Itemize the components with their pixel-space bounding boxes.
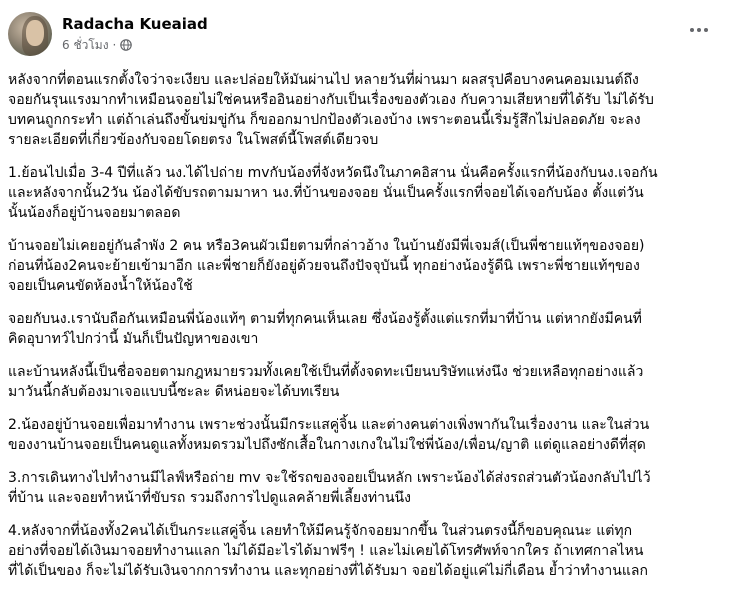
avatar[interactable] xyxy=(8,12,52,56)
more-dot-icon xyxy=(690,28,694,32)
post-header xyxy=(8,9,208,59)
post-timestamp[interactable]: 6 ชั่วโมง xyxy=(62,38,109,52)
post-paragraph xyxy=(8,362,718,402)
post-paragraph xyxy=(8,309,718,349)
text-line: 1.ย้อนไปเมื่อ 3-4 ปีที่แล้ว นง.ได้ไปถ่าย mvกับน้องที่จังหวัดนึงในภาคอิสาน นั่นคือครั้งแรกที่น้องกับนง.เจอกัน xyxy=(8,165,658,181)
post-meta xyxy=(62,14,208,54)
post-paragraph xyxy=(8,236,718,296)
text-line: 3.การเดินทางไปทำงานมีไลฟ์หรือถ่าย mv จะใช้รถของจอยเป็นหลัก เพราะน้องได้ส่งรถส่วนตัวน้องกลับไปไว้ xyxy=(8,470,651,486)
more-options-button[interactable] xyxy=(683,18,715,42)
post-paragraph xyxy=(8,70,718,150)
text-line: บทคนถูกกระทำ แต่ถ้าเล่นถึงขั้นข่มขู่กัน ก็ขออกมาปกป้องตัวเองบ้าง เพราะตอนนี้เริ่มรู้สึกไม่ปลอดภัย จะลง xyxy=(8,112,641,128)
separator-dot: · xyxy=(112,38,117,52)
post-body xyxy=(8,70,718,594)
globe-icon xyxy=(120,39,132,51)
text-line: คิดอุบาทว์ไปกว่านี้ มันก็เป็นปัญหาของเขา xyxy=(8,331,259,347)
post-subline xyxy=(62,36,208,54)
text-line: 2.น้องอยู่บ้านจอยเพื่อมาทำงาน เพราะช่วงนั้นมีกระแสคู่จิ้น และต่างคนต่างเพิ่งพากันในเรื่องงาน และในส่วน xyxy=(8,417,650,433)
text-line: 4.หลังจากที่น้องทั้ง2คนได้เป็นกระแสคู่จิ้น เลยทำให้มีคนรู้จักจอยมากขึ้น ในส่วนตรงนี้ก็ขอบคุณนะ แต่ทุก xyxy=(8,523,633,539)
text-line: บ้านจอยไม่เคยอยู่กันลำพัง 2 คน หรือ3คนผัวเมียตามที่กล่าวอ้าง ในบ้านยังมีพี่เจมส์(เป็นพี่ชายแท้ๆของจอย) xyxy=(8,238,645,254)
text-line: อย่างที่จอยได้เงินมาจอยทำงานแลก ไม่ได้มีอะไรได้มาฟรีๆ ! และไม่เคยได้โทรศัพท์จากใคร ถ้าเทศกาลไหน xyxy=(8,543,644,559)
post-paragraph xyxy=(8,163,718,223)
avatar-face xyxy=(26,20,44,46)
more-dot-icon xyxy=(697,28,701,32)
more-dot-icon xyxy=(704,28,708,32)
text-line: ที่บ้าน และจอยทำหน้าที่ขับรถ รวมถึงการไปดูแลคล้ายพี่เลี้ยงท่านนึง xyxy=(8,490,411,506)
post-paragraph xyxy=(8,415,718,455)
text-line: ก่อนที่น้อง2คนจะย้ายเข้ามาอีก และพี่ชายก็ยังอยู่ด้วยจนถึงปัจจุบันนี้ ทุกอย่างน้องรู้ดีนิ เพราะพี่ชายแท้ๆของ xyxy=(8,258,640,274)
post-paragraph xyxy=(8,468,718,508)
text-line: หลังจากที่ตอนแรกตั้งใจว่าจะเงียบ และปล่อยให้มันผ่านไป หลายวันที่ผ่านมา ผลสรุปคือบางคนคอมเมนต์ถึง xyxy=(8,72,639,88)
text-line: ของงานบ้านจอยเป็นคนดูแลทั้งหมดรวมไปถึงซักเสื้อในกางเกงในไม่ใช่พี่น้อง/เพื่อน/ญาติ แต่ดูแลอย่างดีที่สุด xyxy=(8,437,646,453)
text-line: รายละเอียดที่เกี่ยวข้องกับจอยโดยตรง ในโพสต์นี้โพสต์เดียวจบ xyxy=(8,132,379,148)
post-paragraph xyxy=(8,521,718,581)
text-line: และหลังจากนั้น2วัน น้องได้ขับรถตามมาหา นง.ที่บ้านของจอย นั่นเป็นครั้งแรกที่จอยได้เจอกับน้อง ตั้งแต่วัน xyxy=(8,185,644,201)
text-line: จอยเป็นคนขัดห้องน้ำให้น้องใช้ xyxy=(8,278,193,294)
text-line: และบ้านหลังนี้เป็นชื่อจอยตามกฎหมายรวมทั้งเคยใช้เป็นที่ตั้งจดทะเบียนบริษัทแห่งนึง ช่วยเหลือทุกอย่างแล้ว xyxy=(8,364,644,380)
text-line: ที่ได้เป็นของ ก็จะไม่ได้รับเงินจากการทำงาน และทุกอย่างที่ได้รับมา จอยได้อยู่แค่ไม่กี่เดือน ย้ำว่าทำงานแลก xyxy=(8,563,648,579)
text-line: นั้นน้องก็อยู่บ้านจอยมาตลอด xyxy=(8,205,181,221)
text-line: มาวันนี้กลับต้องมาเจอแบบนี้ซะละ ดีหน่อยจะได้บทเรียน xyxy=(8,384,340,400)
author-name[interactable]: Radacha Kueaiad xyxy=(62,15,208,33)
text-line: จอยกันรุนแรงมากทำเหมือนจอยไม่ใช่คนหรืออินอย่างกับเป็นเรื่องของตัวเอง กับความเสียหายที่ได้รับ ไม่ได้รับ xyxy=(8,92,654,108)
text-line: จอยกับนง.เรานับถือกันเหมือนพี่น้องแท้ๆ ตามที่ทุกคนเห็นเลย ซึ่งน้องรู้ตั้งแต่แรกที่มาที่บ้าน แต่หากยังมีคนที่ xyxy=(8,311,642,327)
